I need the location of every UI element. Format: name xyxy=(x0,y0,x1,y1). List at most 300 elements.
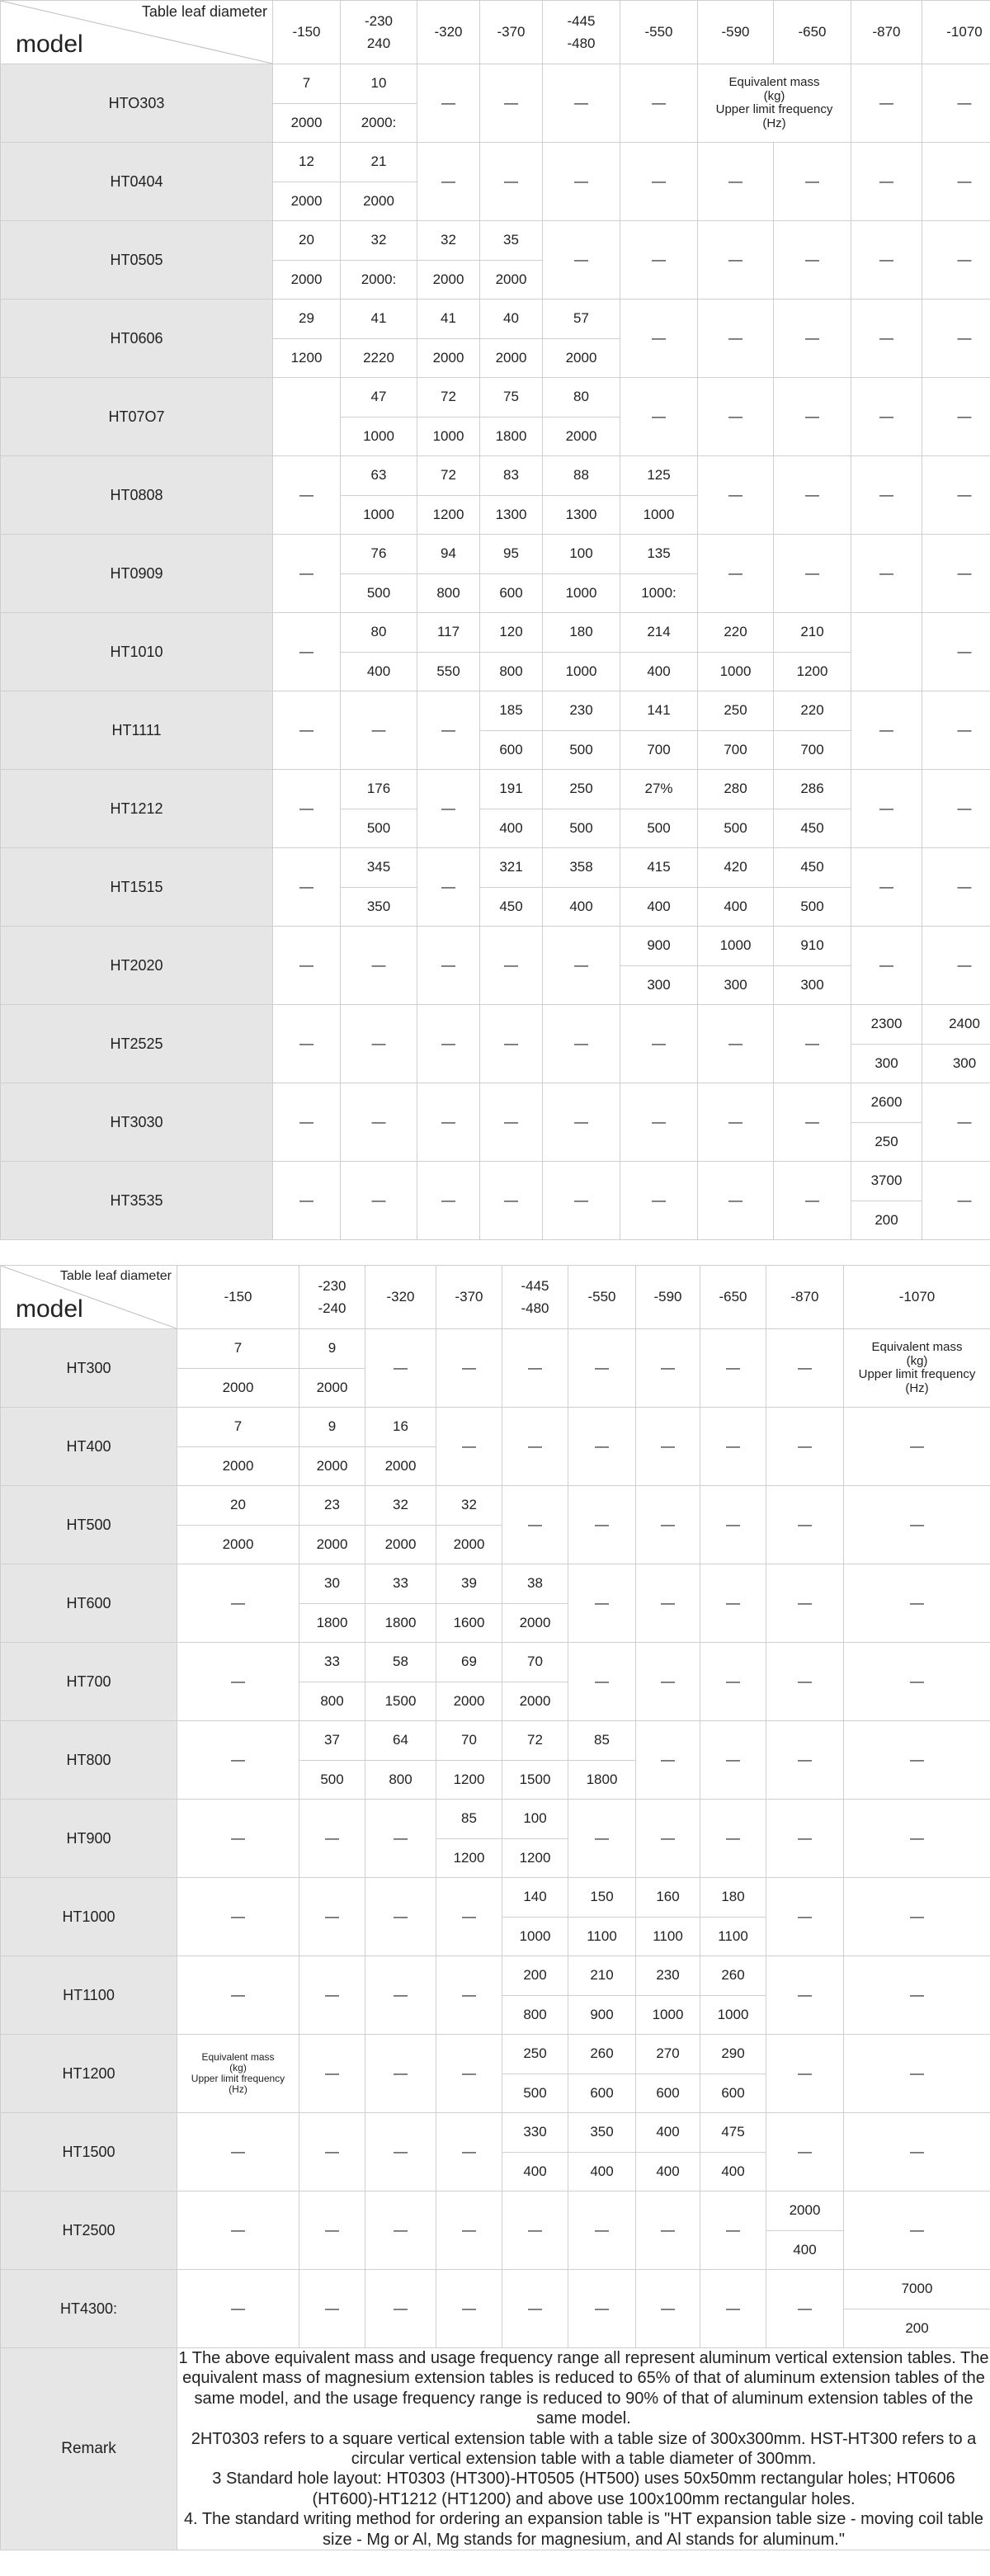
frequency-limit-value: 1000 xyxy=(620,495,698,535)
diameter-header xyxy=(273,1,341,64)
dash-cell: — xyxy=(177,1956,299,2035)
equivalent-mass-value: 7 xyxy=(177,1329,299,1369)
frequency-limit-value: 500 xyxy=(502,2074,568,2113)
model-name: HT1100 xyxy=(1,1956,177,2035)
dash-cell: — xyxy=(700,1721,766,1800)
equivalent-mass-value: 330 xyxy=(502,2113,568,2153)
dash-cell: — xyxy=(774,456,851,535)
equivalent-mass-value: 191 xyxy=(480,770,543,809)
dash-cell: — xyxy=(568,1800,636,1878)
diameter-header-line: -445 xyxy=(567,12,596,29)
model-name: HT2525 xyxy=(1,1005,273,1083)
dash-cell: — xyxy=(177,1564,299,1643)
dash-cell: — xyxy=(620,1005,698,1083)
dash-cell: — xyxy=(177,1721,299,1800)
equivalent-mass-value: 2600 xyxy=(851,1083,922,1123)
model-name: HT900 xyxy=(1,1800,177,1878)
equivalent-mass-value: 2400 xyxy=(922,1005,990,1045)
legend-note-line: (Hz) xyxy=(905,1380,929,1395)
dash-cell: — xyxy=(436,1408,502,1486)
diameter-header xyxy=(480,1,543,64)
dash-cell: — xyxy=(851,143,922,221)
dash-cell: — xyxy=(341,691,417,770)
frequency-limit-value: 2000 xyxy=(436,1682,502,1721)
dash-cell: — xyxy=(341,927,417,1005)
frequency-limit-value: 1800 xyxy=(365,1603,436,1643)
frequency-limit-value: 700 xyxy=(698,730,774,770)
frequency-limit-value: 1000 xyxy=(636,1995,700,2035)
dash-cell: — xyxy=(636,1329,700,1408)
table-row xyxy=(1,300,990,339)
table-row xyxy=(1,1408,990,1447)
frequency-limit-value: 1200 xyxy=(774,652,851,691)
equivalent-mass-value: 64 xyxy=(365,1721,436,1761)
frequency-limit-value: 1100 xyxy=(700,1917,766,1956)
dash-cell: — xyxy=(436,2035,502,2113)
frequency-limit-value: 500 xyxy=(341,573,417,613)
dash-cell: — xyxy=(844,1800,990,1878)
table-row xyxy=(1,1800,990,1839)
dash-cell: — xyxy=(851,456,922,535)
remark-line: 3 Standard hole layout: HT0303 (HT300)-HT0505 (HT500) uses 50x50mm rectangular holes; HT0606 (HT600)-HT1212 (HT1200) and above use 100x100mm rectangular holes. xyxy=(212,2470,955,2508)
frequency-limit-value: 2000 xyxy=(365,1525,436,1564)
dash-cell: — xyxy=(568,1564,636,1643)
dash-cell: — xyxy=(922,143,990,221)
frequency-limit-value: 1000: xyxy=(620,573,698,613)
table-row xyxy=(1,378,990,418)
frequency-limit-value: 2000 xyxy=(417,260,480,300)
model-name: HT300 xyxy=(1,1329,177,1408)
diameter-header-line: -870 xyxy=(790,1289,819,1305)
frequency-limit-value: 2000 xyxy=(273,103,341,143)
diameter-header xyxy=(774,1,851,64)
model-name: HT07O7 xyxy=(1,378,273,456)
legend-note xyxy=(844,1329,990,1408)
diameter-header-line: -480 xyxy=(521,1300,549,1316)
equivalent-mass-value: 63 xyxy=(341,456,417,496)
table-row xyxy=(1,1329,990,1369)
diameter-header xyxy=(568,1266,636,1329)
model-name: HT1500 xyxy=(1,2113,177,2191)
frequency-limit-value: 1200 xyxy=(436,1760,502,1800)
equivalent-mass-value: 35 xyxy=(480,221,543,261)
dash-cell: — xyxy=(543,64,620,143)
frequency-limit-value: 600 xyxy=(636,2074,700,2113)
table-row xyxy=(1,2270,990,2309)
dash-cell: — xyxy=(273,1162,341,1240)
frequency-limit-value: 1000 xyxy=(543,573,620,613)
dash-cell: — xyxy=(922,848,990,927)
equivalent-mass-value: 7000 xyxy=(844,2270,990,2309)
equivalent-mass-value: 75 xyxy=(480,378,543,418)
equivalent-mass-value: 94 xyxy=(417,535,480,574)
frequency-limit-value: 600 xyxy=(700,2074,766,2113)
equivalent-mass-value: 210 xyxy=(568,1956,636,1996)
table-row xyxy=(1,1956,990,1996)
table-row xyxy=(1,1564,990,1604)
equivalent-mass-value: 32 xyxy=(341,221,417,261)
frequency-limit-value: 1800 xyxy=(299,1603,365,1643)
frequency-limit-value: 500 xyxy=(620,809,698,848)
model-name: HT0808 xyxy=(1,456,273,535)
frequency-limit-value: 2000 xyxy=(365,1446,436,1486)
remark-label: Remark xyxy=(1,2348,177,2550)
dash-cell: — xyxy=(766,1800,844,1878)
table-row xyxy=(1,2191,990,2231)
equivalent-mass-value: 475 xyxy=(700,2113,766,2153)
equivalent-mass-value: 2300 xyxy=(851,1005,922,1045)
frequency-limit-value: 2220 xyxy=(341,338,417,378)
dash-cell: — xyxy=(774,378,851,456)
frequency-limit-value: 1000 xyxy=(341,417,417,456)
diameter-header xyxy=(341,1,417,64)
table-row xyxy=(1,1005,990,1045)
dash-cell: — xyxy=(568,1329,636,1408)
header-model-label: model xyxy=(16,31,83,58)
equivalent-mass-value: 10 xyxy=(341,64,417,104)
frequency-limit-value: 2000 xyxy=(177,1525,299,1564)
frequency-limit-value: 2000 xyxy=(177,1446,299,1486)
dash-cell: — xyxy=(177,1878,299,1956)
frequency-limit-value: 1500 xyxy=(502,1760,568,1800)
header-model-label: model xyxy=(16,1295,83,1323)
corner-header-cell xyxy=(1,1,273,64)
equivalent-mass-value: 23 xyxy=(299,1486,365,1526)
frequency-limit-value: 400 xyxy=(502,2152,568,2191)
frequency-limit-value: 200 xyxy=(851,1201,922,1240)
equivalent-mass-value: 214 xyxy=(620,613,698,653)
dash-cell: — xyxy=(851,848,922,927)
equivalent-mass-value: 21 xyxy=(341,143,417,182)
dash-cell: — xyxy=(844,1721,990,1800)
frequency-limit-value: 2000 xyxy=(436,1525,502,1564)
dash-cell: — xyxy=(844,1643,990,1721)
equivalent-mass-value: 125 xyxy=(620,456,698,496)
frequency-limit-value: 400 xyxy=(698,887,774,927)
dash-cell: — xyxy=(480,927,543,1005)
diameter-header xyxy=(620,1,698,64)
dash-cell: — xyxy=(299,2113,365,2191)
frequency-limit-value: 1600 xyxy=(436,1603,502,1643)
remark-text xyxy=(177,2348,990,2550)
frequency-limit-value: 200 xyxy=(844,2309,990,2348)
equivalent-mass-value: 20 xyxy=(177,1486,299,1526)
equivalent-mass-value: 176 xyxy=(341,770,417,809)
dash-cell: — xyxy=(568,1486,636,1564)
diameter-header-line: -320 xyxy=(386,1289,415,1305)
diameter-header-line: -650 xyxy=(798,24,827,40)
dash-cell: — xyxy=(568,2191,636,2270)
table-row xyxy=(1,535,990,574)
dash-cell: — xyxy=(417,64,480,143)
frequency-limit-value: 800 xyxy=(502,1995,568,2035)
equivalent-mass-value: 345 xyxy=(341,848,417,888)
dash-cell: — xyxy=(700,1329,766,1408)
equivalent-mass-value: 450 xyxy=(774,848,851,888)
dash-cell: — xyxy=(766,1721,844,1800)
legend-note-line: (kg) xyxy=(229,2061,247,2074)
dash-cell: — xyxy=(698,1005,774,1083)
equivalent-mass-value: 1000 xyxy=(698,927,774,966)
dash-cell: — xyxy=(766,2035,844,2113)
model-name: HT0505 xyxy=(1,221,273,300)
equivalent-mass-value: 85 xyxy=(568,1721,636,1761)
frequency-limit-value: 2000 xyxy=(299,1525,365,1564)
legend-note-line: (kg) xyxy=(906,1353,928,1368)
equivalent-mass-value: 57 xyxy=(543,300,620,339)
corner-header-cell xyxy=(1,1266,177,1329)
diameter-header xyxy=(636,1266,700,1329)
dash-cell: — xyxy=(365,2035,436,2113)
equivalent-mass-value: 72 xyxy=(502,1721,568,1761)
dash-cell: — xyxy=(620,143,698,221)
frequency-limit-value: 400 xyxy=(480,809,543,848)
remark-line: 1 The above equivalent mass and usage frequency range all represent aluminum vertical extension tables. The equivalent mass of magnesium extension tables is reduced to 65% of that of aluminum extension tables of the same model, and the usage frequency range is reduced to 90% of that of aluminum extension tables of the same model. xyxy=(178,2349,989,2428)
equivalent-mass-value: 70 xyxy=(502,1643,568,1682)
diameter-header xyxy=(766,1266,844,1329)
frequency-limit-value: 1000 xyxy=(341,495,417,535)
equivalent-mass-value: 33 xyxy=(299,1643,365,1682)
equivalent-mass-value: 83 xyxy=(480,456,543,496)
equivalent-mass-value: 39 xyxy=(436,1564,502,1604)
dash-cell: — xyxy=(273,927,341,1005)
dash-cell: — xyxy=(844,1486,990,1564)
model-name: HT0404 xyxy=(1,143,273,221)
frequency-limit-value: 2000 xyxy=(273,260,341,300)
remark-line: 4. The standard writing method for ordering an expansion table is "HT expansion table size - moving coil table size - Mg or Al, Mg stands for magnesium, and Al stands for aluminum." xyxy=(183,2510,984,2549)
model-name: HT2020 xyxy=(1,927,273,1005)
equivalent-mass-value: 180 xyxy=(700,1878,766,1918)
model-name: HTO303 xyxy=(1,64,273,143)
dash-cell: — xyxy=(700,1564,766,1643)
model-name: HT1000 xyxy=(1,1878,177,1956)
frequency-limit-value: 300 xyxy=(851,1044,922,1083)
dash-cell: — xyxy=(299,1956,365,2035)
dash-cell: — xyxy=(417,1005,480,1083)
frequency-limit-value: 600 xyxy=(568,2074,636,2113)
frequency-limit-value: 1000 xyxy=(700,1995,766,2035)
equivalent-mass-value: 250 xyxy=(543,770,620,809)
dash-cell: — xyxy=(273,1083,341,1162)
equivalent-mass-value: 286 xyxy=(774,770,851,809)
dash-cell: — xyxy=(922,456,990,535)
dash-cell: — xyxy=(766,2113,844,2191)
dash-cell: — xyxy=(273,456,341,535)
dash-cell: — xyxy=(417,143,480,221)
dash-cell: — xyxy=(922,1083,990,1162)
model-name: HT1515 xyxy=(1,848,273,927)
legend-note-line: Upper limit frequency xyxy=(858,1367,976,1381)
table-row xyxy=(1,1878,990,1918)
equivalent-mass-value: 100 xyxy=(543,535,620,574)
dash-cell: — xyxy=(568,1408,636,1486)
equivalent-mass-value: 9 xyxy=(299,1408,365,1447)
equivalent-mass-value: 415 xyxy=(620,848,698,888)
dash-cell: — xyxy=(299,1800,365,1878)
table-row xyxy=(1,1162,990,1201)
dash-cell: — xyxy=(502,1486,568,1564)
dash-cell: — xyxy=(636,2191,700,2270)
legend-note-line: Upper limit frequency xyxy=(191,2073,285,2084)
equivalent-mass-value: 220 xyxy=(774,691,851,731)
frequency-limit-value: 1000 xyxy=(502,1917,568,1956)
equivalent-mass-value: 33 xyxy=(365,1564,436,1604)
model-name: HT1111 xyxy=(1,691,273,770)
empty-cell xyxy=(851,613,922,691)
equivalent-mass-value: 7 xyxy=(177,1408,299,1447)
dash-cell: — xyxy=(273,848,341,927)
dash-cell: — xyxy=(417,691,480,770)
dash-cell: — xyxy=(700,1486,766,1564)
empty-cell xyxy=(273,378,341,456)
equivalent-mass-value: 80 xyxy=(341,613,417,653)
dash-cell: — xyxy=(636,2270,700,2348)
dash-cell: — xyxy=(851,691,922,770)
diameter-header-line: -1070 xyxy=(898,1289,936,1305)
diameter-header xyxy=(417,1,480,64)
equivalent-mass-value: 3700 xyxy=(851,1162,922,1201)
frequency-limit-value: 300 xyxy=(620,965,698,1005)
equivalent-mass-value: 40 xyxy=(480,300,543,339)
frequency-limit-value: 2000 xyxy=(341,182,417,221)
dash-cell: — xyxy=(844,1408,990,1486)
equivalent-mass-value: 95 xyxy=(480,535,543,574)
equivalent-mass-value: 117 xyxy=(417,613,480,653)
remark-line: 2HT0303 refers to a square vertical extension table with a table size of 300x300mm. HST-HT300 refers to a circular vertical extension table with a table diameter of 300mm. xyxy=(191,2429,977,2468)
diameter-header xyxy=(922,1,990,64)
equivalent-mass-value: 38 xyxy=(502,1564,568,1604)
equivalent-mass-value: 270 xyxy=(636,2035,700,2074)
frequency-limit-value: 2000 xyxy=(543,338,620,378)
dash-cell: — xyxy=(922,613,990,691)
dash-cell: — xyxy=(636,1564,700,1643)
frequency-limit-value: 800 xyxy=(365,1760,436,1800)
equivalent-mass-value: 47 xyxy=(341,378,417,418)
dash-cell: — xyxy=(698,143,774,221)
equivalent-mass-value: 69 xyxy=(436,1643,502,1682)
diameter-header-line: -590 xyxy=(721,24,750,40)
frequency-limit-value: 2000 xyxy=(502,1603,568,1643)
dash-cell: — xyxy=(620,1162,698,1240)
dash-cell: — xyxy=(436,2113,502,2191)
dash-cell: — xyxy=(543,1162,620,1240)
dash-cell: — xyxy=(365,2113,436,2191)
dash-cell: — xyxy=(502,2191,568,2270)
dash-cell: — xyxy=(341,1005,417,1083)
equivalent-mass-value: 160 xyxy=(636,1878,700,1918)
dash-cell: — xyxy=(774,300,851,378)
dash-cell: — xyxy=(698,221,774,300)
equivalent-mass-value: 9 xyxy=(299,1329,365,1369)
frequency-limit-value: 300 xyxy=(698,965,774,1005)
dash-cell: — xyxy=(844,1878,990,1956)
dash-cell: — xyxy=(417,770,480,848)
dash-cell: — xyxy=(543,1083,620,1162)
diameter-header-line: -590 xyxy=(653,1289,682,1305)
equivalent-mass-value: 400 xyxy=(636,2113,700,2153)
dash-cell: — xyxy=(273,613,341,691)
frequency-limit-value: 2000: xyxy=(341,260,417,300)
dash-cell: — xyxy=(922,535,990,613)
model-name: HT1010 xyxy=(1,613,273,691)
frequency-limit-value: 1800 xyxy=(568,1760,636,1800)
frequency-limit-value: 250 xyxy=(851,1122,922,1162)
frequency-limit-value: 400 xyxy=(620,887,698,927)
dash-cell: — xyxy=(480,1083,543,1162)
diameter-header xyxy=(299,1266,365,1329)
model-name: HT3030 xyxy=(1,1083,273,1162)
dash-cell: — xyxy=(766,2270,844,2348)
equivalent-mass-value: 27% xyxy=(620,770,698,809)
equivalent-mass-value: 280 xyxy=(698,770,774,809)
dash-cell: — xyxy=(636,1486,700,1564)
dash-cell: — xyxy=(299,2270,365,2348)
model-name: HT0909 xyxy=(1,535,273,613)
table-row xyxy=(1,143,990,182)
frequency-limit-value: 2000 xyxy=(177,1368,299,1408)
model-name: HT600 xyxy=(1,1564,177,1643)
dash-cell: — xyxy=(922,378,990,456)
dash-cell: — xyxy=(766,1486,844,1564)
equivalent-mass-value: 250 xyxy=(502,2035,568,2074)
dash-cell: — xyxy=(851,770,922,848)
dash-cell: — xyxy=(365,2191,436,2270)
frequency-limit-value: 1300 xyxy=(480,495,543,535)
dash-cell: — xyxy=(177,1643,299,1721)
dash-cell: — xyxy=(766,1878,844,1956)
dash-cell: — xyxy=(543,1005,620,1083)
diameter-header xyxy=(700,1266,766,1329)
dash-cell: — xyxy=(851,378,922,456)
dash-cell: — xyxy=(700,1800,766,1878)
equivalent-mass-value: 70 xyxy=(436,1721,502,1761)
diameter-header-line: -230 xyxy=(318,1277,346,1294)
dash-cell: — xyxy=(480,143,543,221)
legend-note-line: (kg) xyxy=(763,88,785,103)
dash-cell: — xyxy=(636,1800,700,1878)
frequency-limit-value: 900 xyxy=(568,1995,636,2035)
diameter-header-line: -320 xyxy=(434,24,463,40)
table-row xyxy=(1,2035,990,2074)
dash-cell: — xyxy=(273,1005,341,1083)
dash-cell: — xyxy=(436,1329,502,1408)
dash-cell: — xyxy=(273,535,341,613)
equivalent-mass-value: 32 xyxy=(436,1486,502,1526)
frequency-limit-value: 1200 xyxy=(417,495,480,535)
frequency-limit-value: 1100 xyxy=(636,1917,700,1956)
diameter-header-line: -370 xyxy=(497,24,526,40)
dash-cell: — xyxy=(922,927,990,1005)
equivalent-mass-value: 41 xyxy=(417,300,480,339)
equivalent-mass-value: 85 xyxy=(436,1800,502,1839)
equivalent-mass-value: 76 xyxy=(341,535,417,574)
dash-cell: — xyxy=(436,2270,502,2348)
diameter-header xyxy=(851,1,922,64)
legend-note-line: Equivalent mass xyxy=(871,1340,963,1354)
diameter-header xyxy=(543,1,620,64)
diameter-header xyxy=(698,1,774,64)
model-name: HT1200 xyxy=(1,2035,177,2113)
dash-cell: — xyxy=(365,2270,436,2348)
equivalent-mass-value: 290 xyxy=(700,2035,766,2074)
equivalent-mass-value: 141 xyxy=(620,691,698,731)
diameter-header xyxy=(844,1266,990,1329)
frequency-limit-value: 450 xyxy=(480,887,543,927)
frequency-limit-value: 1800 xyxy=(480,417,543,456)
table-row xyxy=(1,221,990,261)
frequency-limit-value: 2000 xyxy=(543,417,620,456)
equivalent-mass-value: 135 xyxy=(620,535,698,574)
